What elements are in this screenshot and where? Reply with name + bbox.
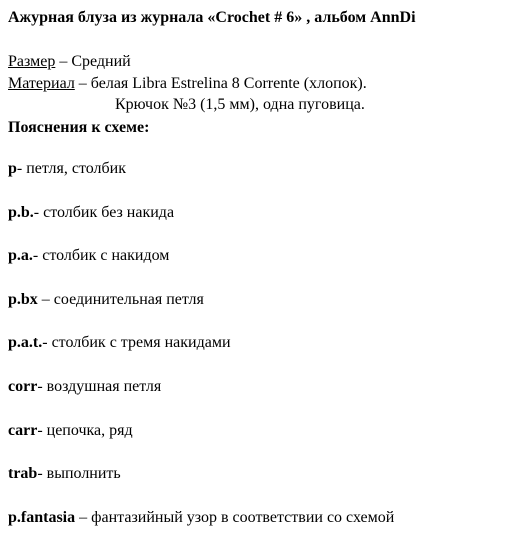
abbreviation-code: trab — [8, 465, 38, 483]
abbreviation-meaning: – фантазийный узор в соответствии со схемой — [75, 508, 395, 526]
abbreviation-item — [8, 204, 394, 248]
abbreviation-meaning: - столбик без накида — [33, 203, 175, 221]
abbreviation-item — [8, 509, 394, 552]
material-line-2: Крючок №3 (1,5 мм), одна пуговица. — [115, 96, 365, 113]
material-value: – белая Libra Estrelina 8 Corrente (хлопок). — [74, 75, 367, 92]
abbreviation-item — [8, 160, 394, 204]
abbreviation-code: p.b. — [8, 203, 34, 221]
abbreviation-meaning: - выполнить — [37, 465, 121, 483]
abbreviation-item — [8, 247, 394, 291]
abbreviation-code: carr — [8, 421, 38, 439]
abbreviation-meaning: - столбик с тремя накидами — [42, 334, 231, 352]
abbreviation-code: p.a.t. — [8, 334, 43, 352]
size-line — [8, 53, 131, 71]
document-title: Ажурная блуза из журнала «Crochet # 6» , альбом AnnDi — [8, 9, 416, 26]
size-label: Размер — [8, 53, 56, 70]
abbreviation-meaning: - петля, столбик — [16, 160, 126, 177]
abbreviation-code: p.a. — [8, 247, 33, 265]
abbreviation-code: p — [8, 160, 17, 177]
abbreviation-item — [8, 378, 394, 422]
legend-heading: Пояснения к схеме: — [8, 119, 150, 136]
size-value: – Средний — [55, 53, 131, 70]
abbreviation-item — [8, 291, 394, 335]
abbreviation-meaning: - воздушная петля — [37, 377, 162, 395]
abbreviation-item — [8, 465, 394, 509]
abbreviation-meaning: - столбик с накидом — [32, 247, 170, 265]
abbreviation-code: p.fantasia — [8, 508, 76, 526]
material-line — [8, 75, 367, 93]
abbreviation-list — [8, 160, 394, 552]
abbreviation-meaning: – соединительная петля — [37, 290, 204, 308]
material-label: Материал — [8, 75, 75, 92]
abbreviation-item — [8, 422, 394, 466]
abbreviation-meaning: - цепочка, ряд — [37, 421, 133, 439]
abbreviation-code: corr — [8, 377, 38, 395]
abbreviation-code: p.bx — [8, 290, 38, 308]
abbreviation-item — [8, 334, 394, 378]
